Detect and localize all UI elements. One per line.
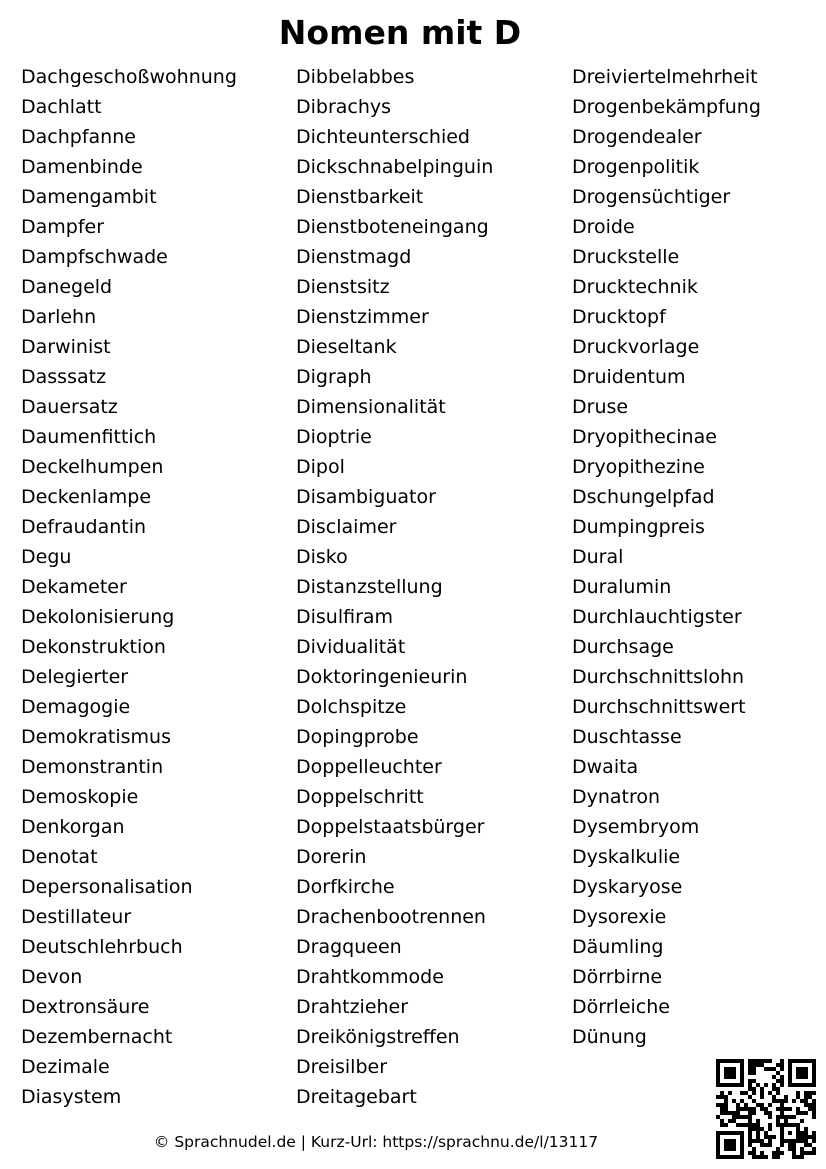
word-item: Deutschlehrbuch bbox=[21, 936, 183, 958]
word-item: Drogenpolitik bbox=[572, 156, 700, 178]
word-item: Duschtasse bbox=[572, 726, 682, 748]
word-item: Dschungelpfad bbox=[572, 486, 715, 508]
word-item: Depersonalisation bbox=[21, 876, 193, 898]
word-item: Dysorexie bbox=[572, 906, 667, 928]
word-item: Devon bbox=[21, 966, 83, 988]
word-item: Dryopithezine bbox=[572, 456, 705, 478]
word-item: Drogenbekämpfung bbox=[572, 96, 761, 118]
word-item: Dienstbarkeit bbox=[296, 186, 424, 208]
word-item: Denotat bbox=[21, 846, 98, 868]
word-item: Daumenfittich bbox=[21, 426, 157, 448]
word-item: Demoskopie bbox=[21, 786, 139, 808]
word-item: Degu bbox=[21, 546, 72, 568]
word-item: Dorerin bbox=[296, 846, 367, 868]
word-item: Drahtkommode bbox=[296, 966, 444, 988]
word-item: Dekonstruktion bbox=[21, 636, 166, 658]
word-item: Doktoringenieurin bbox=[296, 666, 468, 688]
word-item: Dasssatz bbox=[21, 366, 107, 388]
word-item: Dibbelabbes bbox=[296, 66, 415, 88]
word-item: Digraph bbox=[296, 366, 372, 388]
word-item: Damengambit bbox=[21, 186, 157, 208]
word-item: Druse bbox=[572, 396, 629, 418]
word-item: Dreitagebart bbox=[296, 1086, 417, 1108]
word-item: Delegierter bbox=[21, 666, 129, 688]
word-item: Drucktechnik bbox=[572, 276, 698, 298]
word-item: Dezimale bbox=[21, 1056, 110, 1078]
word-item: Dumpingpreis bbox=[572, 516, 705, 538]
word-item: Destillateur bbox=[21, 906, 132, 928]
word-item: Droide bbox=[572, 216, 635, 238]
word-item: Drogensüchtiger bbox=[572, 186, 731, 208]
word-item: Drahtzieher bbox=[296, 996, 409, 1018]
word-item: Dragqueen bbox=[296, 936, 402, 958]
word-item: Dorfkirche bbox=[296, 876, 395, 898]
word-item: Demagogie bbox=[21, 696, 131, 718]
word-item: Dörrbirne bbox=[572, 966, 663, 988]
word-item: Dreikönigstreffen bbox=[296, 1026, 460, 1048]
word-item: Denkorgan bbox=[21, 816, 125, 838]
word-item: Durchschnittswert bbox=[572, 696, 746, 718]
word-item: Drucktopf bbox=[572, 306, 666, 328]
word-item: Dienstboteneingang bbox=[296, 216, 489, 238]
word-item: Deckenlampe bbox=[21, 486, 152, 508]
word-item: Dieseltank bbox=[296, 336, 397, 358]
word-item: Danegeld bbox=[21, 276, 113, 298]
word-item: Distanzstellung bbox=[296, 576, 443, 598]
word-item: Drachenbootrennen bbox=[296, 906, 486, 928]
word-item: Dwaita bbox=[572, 756, 639, 778]
word-item: Dekameter bbox=[21, 576, 127, 598]
word-item: Dyskalkulie bbox=[572, 846, 681, 868]
word-item: Disclaimer bbox=[296, 516, 397, 538]
word-item: Dimensionalität bbox=[296, 396, 446, 418]
word-item: Dampfer bbox=[21, 216, 105, 238]
word-column-3 bbox=[572, 62, 761, 1052]
word-item: Druidentum bbox=[572, 366, 686, 388]
word-item: Durchsage bbox=[572, 636, 674, 658]
word-item: Dextronsäure bbox=[21, 996, 150, 1018]
word-item: Dural bbox=[572, 546, 624, 568]
word-item: Dyskaryose bbox=[572, 876, 683, 898]
word-item: Dachlatt bbox=[21, 96, 102, 118]
word-item: Disambiguator bbox=[296, 486, 436, 508]
word-item: Diasystem bbox=[21, 1086, 122, 1108]
qr-code-icon bbox=[716, 1059, 816, 1159]
word-item: Dipol bbox=[296, 456, 345, 478]
word-item: Dünung bbox=[572, 1026, 647, 1048]
page-title: Nomen mit D bbox=[278, 13, 522, 52]
word-item: Durchschnittslohn bbox=[572, 666, 745, 688]
word-item: Deckelhumpen bbox=[21, 456, 164, 478]
footer-credit: © Sprachnudel.de | Kurz-Url: https://sprachnu.de/l/13117 bbox=[153, 1133, 599, 1151]
word-item: Dolchspitze bbox=[296, 696, 407, 718]
word-item: Demonstrantin bbox=[21, 756, 164, 778]
word-item: Dienstmagd bbox=[296, 246, 412, 268]
word-item: Dreiviertelmehrheit bbox=[572, 66, 758, 88]
word-item: Durchlauchtigster bbox=[572, 606, 742, 628]
word-column-1 bbox=[21, 62, 237, 1112]
word-item: Darlehn bbox=[21, 306, 97, 328]
word-item: Demokratismus bbox=[21, 726, 171, 748]
word-item: Druckvorlage bbox=[572, 336, 700, 358]
word-item: Dividualität bbox=[296, 636, 406, 658]
word-column-2 bbox=[296, 62, 493, 1112]
word-item: Dryopithecinae bbox=[572, 426, 717, 448]
word-item: Drogendealer bbox=[572, 126, 702, 148]
word-item: Doppelschritt bbox=[296, 786, 424, 808]
word-item: Dauersatz bbox=[21, 396, 118, 418]
word-item: Dekolonisierung bbox=[21, 606, 175, 628]
word-item: Damenbinde bbox=[21, 156, 143, 178]
word-item: Dioptrie bbox=[296, 426, 372, 448]
word-item: Dampfschwade bbox=[21, 246, 168, 268]
word-item: Disko bbox=[296, 546, 348, 568]
word-item: Dynatron bbox=[572, 786, 661, 808]
word-item: Dienstzimmer bbox=[296, 306, 429, 328]
word-item: Dickschnabelpinguin bbox=[296, 156, 494, 178]
word-item: Dreisilber bbox=[296, 1056, 388, 1078]
word-item: Darwinist bbox=[21, 336, 111, 358]
word-item: Dachgeschoßwohnung bbox=[21, 66, 237, 88]
word-item: Doppelleuchter bbox=[296, 756, 442, 778]
word-item: Dienstsitz bbox=[296, 276, 390, 298]
word-item: Dysembryom bbox=[572, 816, 700, 838]
word-item: Duralumin bbox=[572, 576, 672, 598]
word-item: Dezembernacht bbox=[21, 1026, 173, 1048]
word-item: Defraudantin bbox=[21, 516, 147, 538]
word-item: Druckstelle bbox=[572, 246, 680, 268]
word-item: Dichteunterschied bbox=[296, 126, 470, 148]
word-item: Dibrachys bbox=[296, 96, 392, 118]
word-item: Disulfiram bbox=[296, 606, 394, 628]
word-item: Däumling bbox=[572, 936, 664, 958]
word-item: Doppelstaatsbürger bbox=[296, 816, 485, 838]
word-item: Dopingprobe bbox=[296, 726, 419, 748]
word-item: Dachpfanne bbox=[21, 126, 136, 148]
word-item: Dörrleiche bbox=[572, 996, 670, 1018]
